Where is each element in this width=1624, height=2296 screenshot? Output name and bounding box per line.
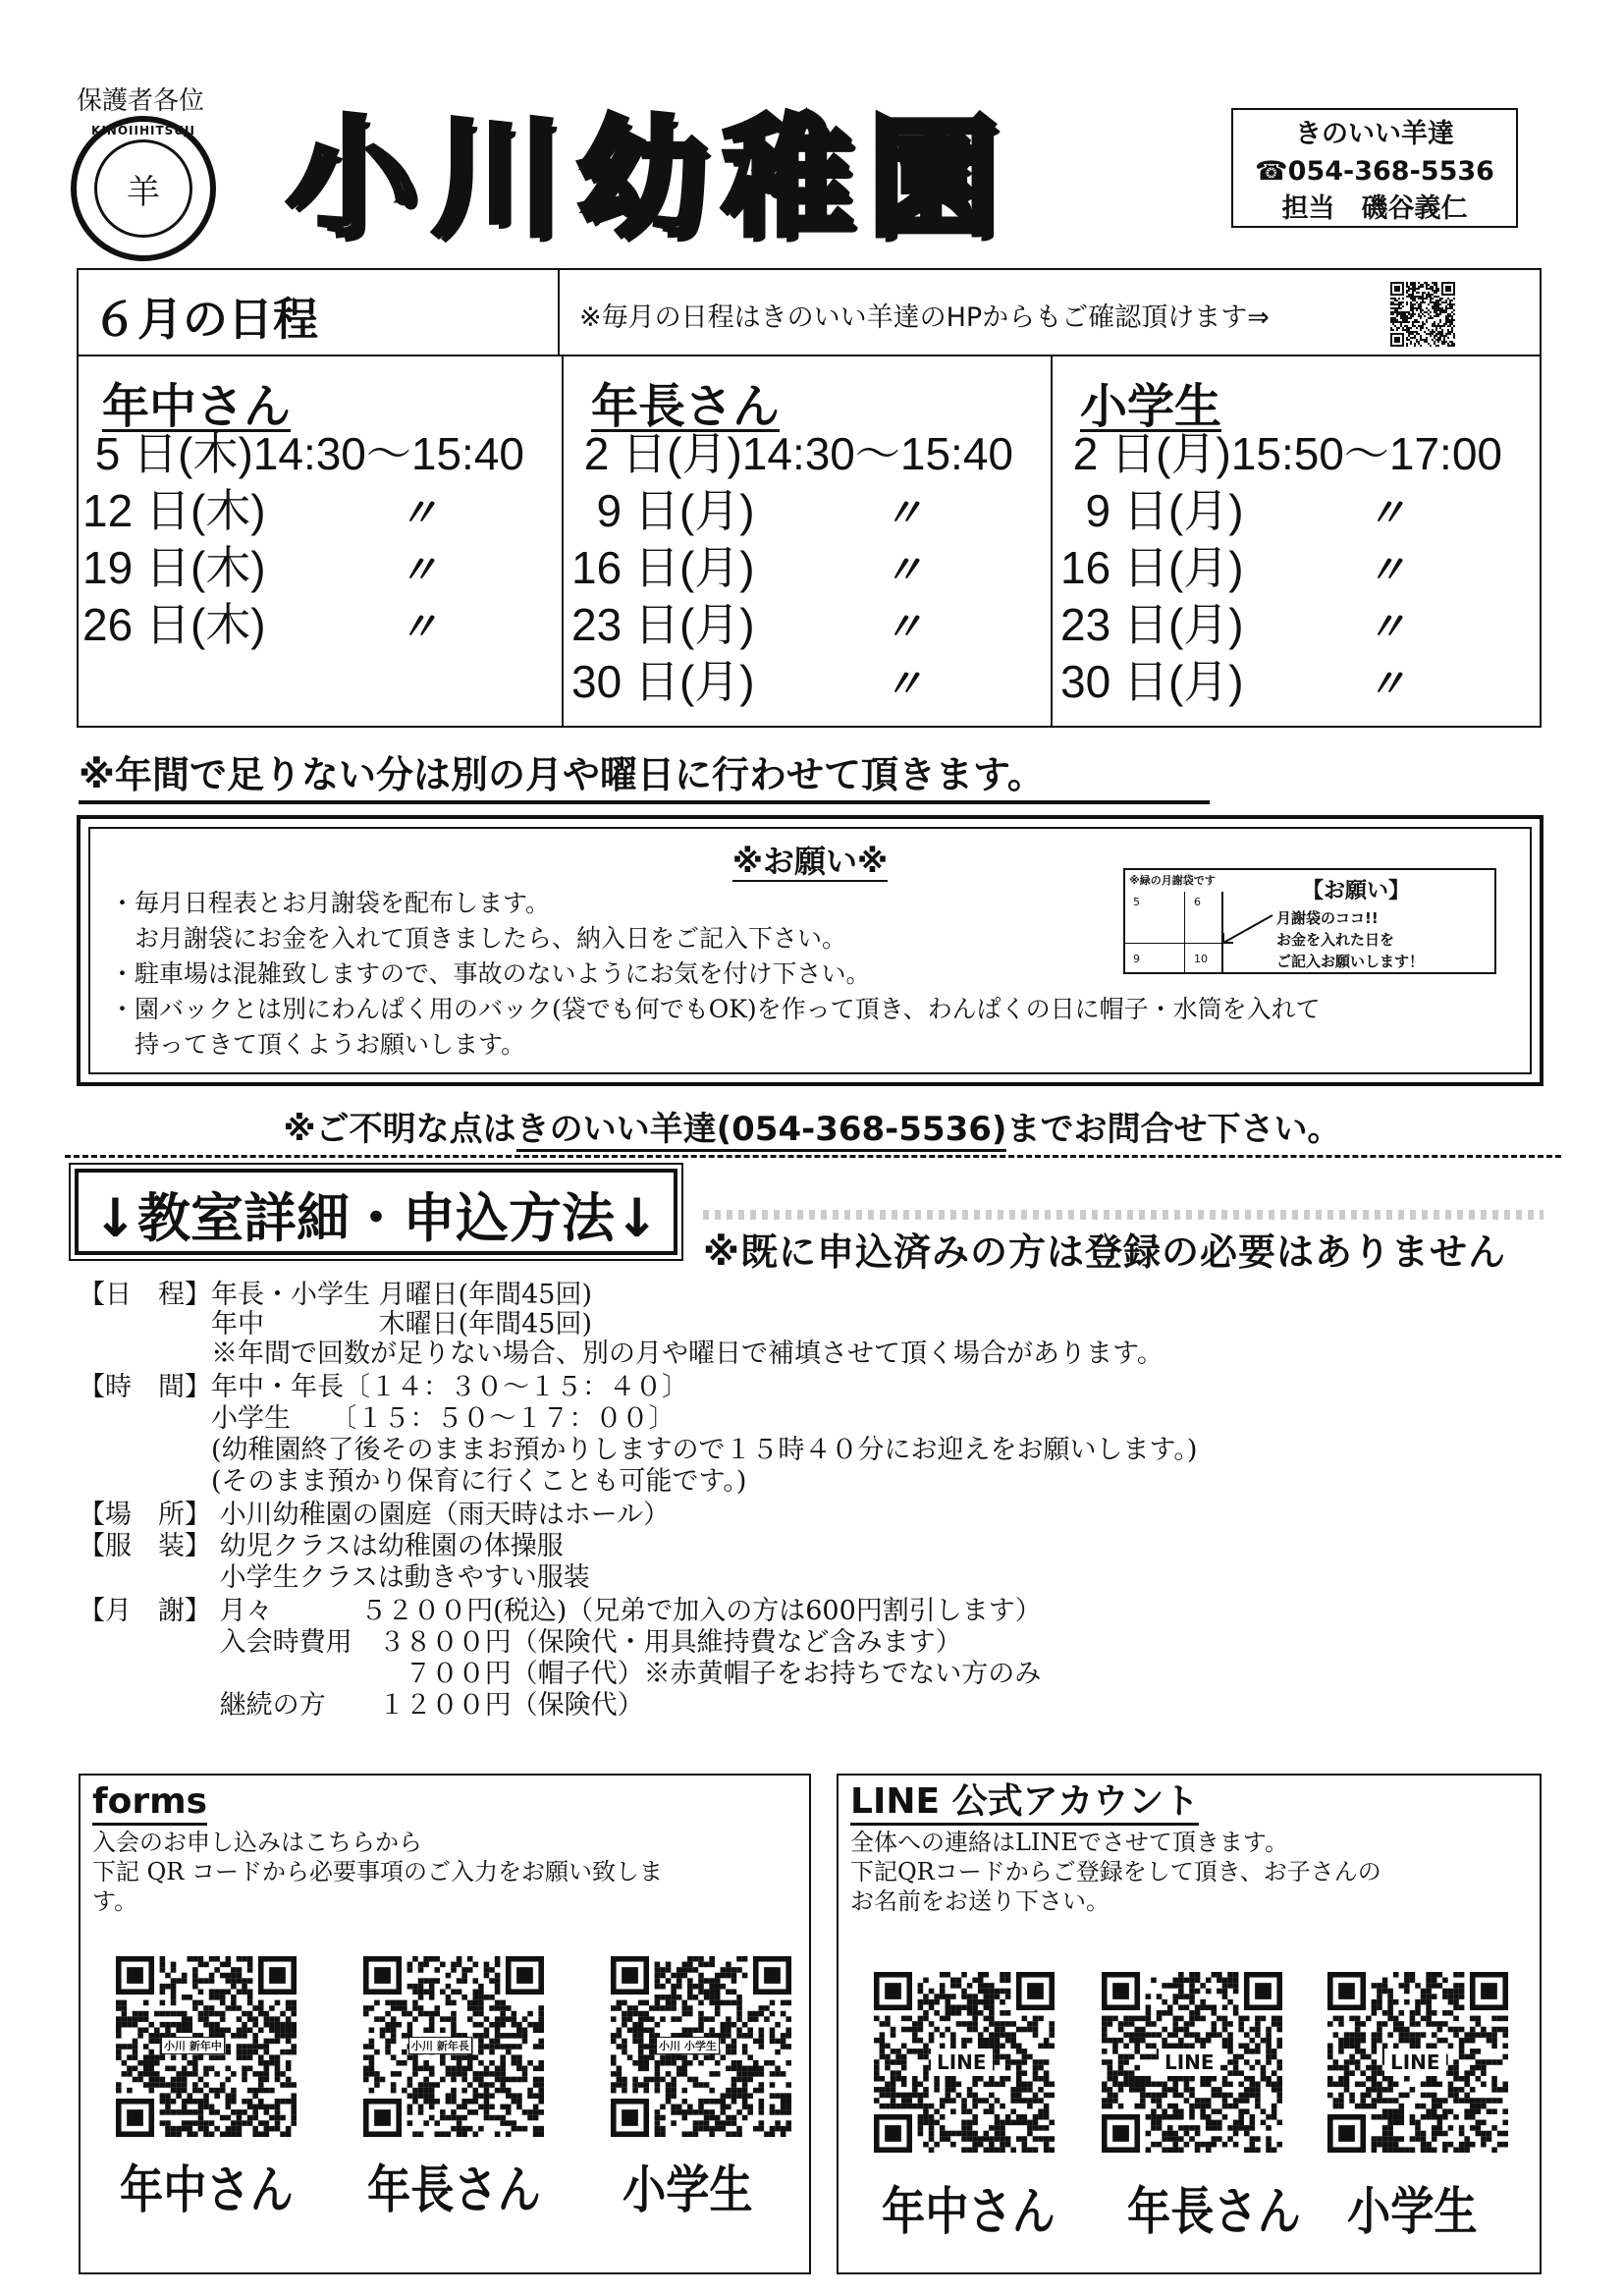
sheep-icon: 羊 — [94, 139, 192, 238]
envelope-request-body: 月謝袋のココ!! お金を入れた日を ご記入お願いします！ — [1276, 909, 1425, 970]
ditto-mark: 〃 — [399, 491, 438, 536]
kindergarten-logo — [71, 116, 216, 261]
column-heading: 年中さん — [102, 379, 292, 434]
line-text: お名前をお送り下さい。 — [850, 1887, 1110, 1915]
envelope-calendar: 5 6 9 10 — [1125, 892, 1223, 972]
ditto-mark: 〃 — [884, 491, 923, 536]
forms-text: 入会のお申し込みはこちらから — [92, 1829, 422, 1856]
schedule-note: ※毎月の日程はきのいい羊達のHPからもご確認頂けます⇒ — [579, 302, 1270, 333]
ditto-mark: 〃 — [399, 548, 438, 593]
line-title: LINE 公式アカウント — [850, 1781, 1199, 1826]
request-item: ・毎月日程表とお月謝袋を配布します。 — [110, 889, 551, 917]
envelope-request-title: 【お願い】 — [1302, 879, 1411, 903]
qr-label: 年中さん — [120, 2161, 294, 2220]
detail-line: 【日 程】年長・小学生 月曜日(年間45回) — [79, 1280, 593, 1310]
column-heading: 小学生 — [1080, 379, 1222, 434]
schedule-row: 19 日(木) — [82, 542, 266, 593]
ditto-mark: 〃 — [1367, 491, 1406, 536]
arrow-icon — [1219, 909, 1278, 949]
qr-label: 年中さん — [882, 2183, 1056, 2242]
line-logo-icon: LINE — [1384, 2049, 1446, 2076]
addressee: 保護者各位 — [77, 86, 205, 116]
qr-tag: 小川 新年長 — [408, 2037, 472, 2054]
schedule-row: 30 日(月) — [571, 656, 755, 707]
line-text: 全体への連絡はLINEでさせて頂きます。 — [850, 1829, 1289, 1856]
line-text: 下記QRコードからご登録をして頂き、お子さんの — [850, 1858, 1381, 1886]
qr-tag: 小川 新年中 — [161, 2037, 225, 2054]
detail-line: ※年間で回数が足りない場合、別の月や曜日で補填させて頂く場合があります。 — [79, 1339, 1164, 1369]
request-box — [77, 815, 1543, 1086]
schedule-column-nenchu — [82, 368, 524, 653]
schedule-row: 2 日(月)15:50～17:00 — [1060, 428, 1503, 479]
detail-line: ７００円（帽子代）※赤黄帽子をお持ちでない方のみ — [79, 1659, 1042, 1689]
schedule-row: 5 日(木)14:30～15:40 — [82, 428, 525, 479]
schedule-row: 16 日(月) — [571, 542, 755, 593]
schedule-row: 16 日(月) — [1060, 542, 1244, 593]
qr-label: 小学生 — [1347, 2183, 1478, 2242]
contact-phone: ☎054-368-5536 — [1255, 156, 1494, 187]
ditto-mark: 〃 — [1367, 548, 1406, 593]
hp-qr-code-icon[interactable] — [1390, 282, 1455, 347]
detail-line: 【時 間】年中・年長〔１４：３０～１５：４０〕 — [79, 1372, 688, 1402]
detail-line: 年中 木曜日(年間45回) — [79, 1309, 593, 1339]
logo-ring-text: KINOIIHITSUJI — [91, 124, 195, 137]
schedule-row: 9 日(月) — [1060, 485, 1244, 536]
details-heading: ↓教室詳細・申込方法↓ — [92, 1187, 660, 1249]
detail-line: 入会時費用 ３８００円（保険代・用具維持費など含みます） — [79, 1627, 962, 1658]
ditto-mark: 〃 — [884, 662, 923, 707]
forms-text: す。 — [92, 1887, 138, 1915]
line-logo-icon: LINE — [931, 2049, 993, 2076]
ditto-mark: 〃 — [1367, 605, 1406, 650]
request-item: お月謝袋にお金を入れて頂きましたら、納入日をご記入下さい。 — [110, 924, 847, 953]
detail-line: 【服 装】 幼児クラスは幼稚園の体操服 — [79, 1531, 564, 1561]
detail-line: 小学生クラスは動きやすい服装 — [79, 1562, 590, 1593]
yearly-note: ※年間で足りない分は別の月や曜日に行わせて頂きます。 — [79, 744, 1210, 804]
cut-line — [65, 1155, 1561, 1158]
inquiry-note: ※ご不明な点はきのいい羊達(054-368-5536)までお問合せ下さい。 — [0, 1102, 1624, 1150]
inquiry-contact: きのいい羊達(054-368-5536) — [516, 1110, 1007, 1152]
schedule-row: 26 日(木) — [82, 599, 266, 650]
contact-name: きのいい羊達 — [1295, 119, 1454, 149]
line-box — [837, 1774, 1542, 2274]
schedule-row: 9 日(月) — [571, 485, 755, 536]
schedule-column-nencho — [571, 368, 1013, 710]
details-heading-box — [75, 1169, 677, 1255]
forms-text: 下記 QR コードから必要事項のご入力をお願い致しま — [92, 1858, 664, 1886]
schedule-column-shogakusei — [1060, 368, 1502, 710]
already-registered-note: ※既に申込済みの方は登録の必要はありません — [703, 1230, 1506, 1274]
qr-tag: 小川 小学生 — [656, 2037, 720, 2054]
ditto-mark: 〃 — [884, 605, 923, 650]
schedule-table — [77, 268, 1542, 728]
request-item: 持ってきて頂くようお願いします。 — [110, 1030, 526, 1059]
ditto-mark: 〃 — [1367, 662, 1406, 707]
request-title: ※お願い※ — [731, 843, 889, 880]
qr-label: 年長さん — [1127, 2183, 1301, 2242]
detail-line: 小学生 〔１５：５０～１７：００〕 — [79, 1403, 676, 1434]
contact-person: 担当 磯谷義仁 — [1281, 193, 1468, 224]
column-heading: 年長さん — [591, 379, 781, 434]
schedule-row: 12 日(木) — [82, 485, 266, 536]
decorative-hatch — [703, 1210, 1543, 1220]
schedule-row: 30 日(月) — [1060, 656, 1244, 707]
qr-label: 年長さん — [367, 2161, 541, 2220]
envelope-label: ※緑の月謝袋です — [1129, 874, 1216, 887]
line-logo-icon: LINE — [1159, 2049, 1220, 2076]
schedule-row: 23 日(月) — [1060, 599, 1244, 650]
schedule-row: 23 日(月) — [571, 599, 755, 650]
schedule-title: ６月の日程 — [92, 293, 318, 346]
request-item: ・園バックとは別にわんぱく用のバック(袋でも何でもOK)を作って頂き、わんぱくの日に帽子・水筒を入れて — [110, 995, 1321, 1023]
ditto-mark: 〃 — [884, 548, 923, 593]
envelope-illustration — [1123, 868, 1496, 974]
detail-line: (そのまま預かり保育に行くことも可能です。) — [79, 1466, 747, 1497]
detail-line: 【月 謝】 月々 ５２００円(税込)（兄弟で加入の方は600円割引します） — [79, 1596, 1042, 1626]
detail-line: 継続の方 １２００円（保険代） — [79, 1690, 644, 1721]
ditto-mark: 〃 — [399, 605, 438, 650]
request-item: ・駐車場は混雑致しますので、事故のないようにお気を付け下さい。 — [110, 959, 871, 988]
contact-box — [1231, 108, 1518, 228]
schedule-row: 2 日(月)14:30～15:40 — [571, 428, 1014, 479]
detail-line: (幼稚園終了後そのままお預かりしますので１５時４０分にお迎えをお願いします。) — [79, 1435, 1198, 1465]
forms-title: forms — [92, 1781, 207, 1826]
detail-line: 【場 所】 小川幼稚園の園庭（雨天時はホール） — [79, 1500, 671, 1530]
page-title: 小川幼稚園 — [287, 103, 1013, 254]
schedule-header — [79, 270, 1540, 356]
qr-label: 小学生 — [623, 2161, 753, 2220]
forms-box — [79, 1774, 811, 2274]
